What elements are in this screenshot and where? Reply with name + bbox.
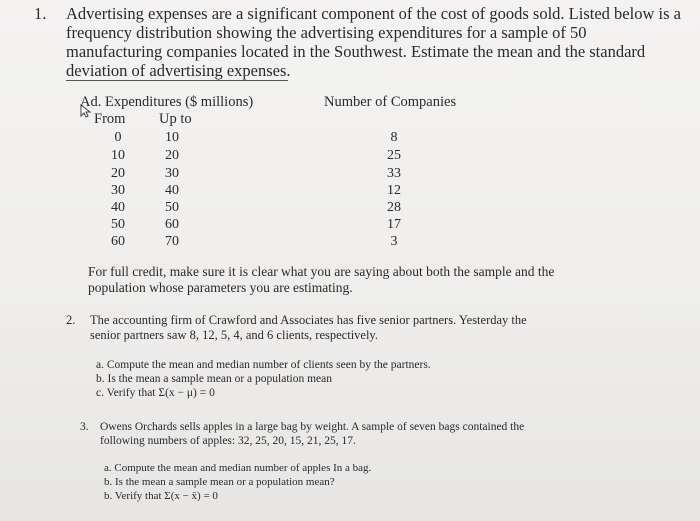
- question-1-line-3: manufacturing companies located in the Southwest. Estimate the mean and the standard: [66, 42, 646, 61]
- question-3-line-2: following numbers of apples: 32, 25, 20, 15, 21, 25, 17.: [100, 435, 356, 447]
- question-2-line-2: senior partners saw 8, 12, 5, 4, and 6 clients, respectively.: [90, 328, 379, 342]
- table-cell-count: 33: [387, 166, 401, 181]
- table-cell-count: 12: [387, 183, 401, 198]
- question-2-part-b: b. Is the mean a sample mean or a population mean: [96, 373, 332, 385]
- table-cell-upto: 30: [165, 166, 179, 181]
- question-3-part-a: a. Compute the mean and median number of apples In a bag.: [104, 462, 372, 474]
- table-cell-upto: 20: [165, 148, 179, 163]
- table-cell-count: 3: [390, 234, 398, 249]
- question-2-number: 2.: [66, 313, 76, 327]
- table-cell-upto: 70: [165, 234, 179, 249]
- table-col-from: From: [94, 111, 126, 127]
- table-cell-count: 25: [387, 148, 401, 163]
- credit-note-line-1: For full credit, make sure it is clear what you are saying about both the sample and the: [88, 264, 555, 279]
- credit-note-line-2: population whose parameters you are estimating.: [88, 280, 353, 295]
- table-header-expenditures: Ad. Expenditures ($ millions): [80, 94, 254, 110]
- table-cell-from: 30: [111, 183, 125, 198]
- question-1-line-2: frequency distribution showing the advertising expenditures for a sample of 50: [66, 23, 587, 42]
- table-cell-from: 20: [111, 166, 125, 181]
- table-cell-upto: 10: [165, 130, 179, 145]
- question-1-underline: [66, 80, 288, 81]
- table-cell-upto: 50: [165, 200, 179, 215]
- table-cell-from: 0: [114, 130, 122, 145]
- table-cell-count: 28: [387, 200, 401, 215]
- question-3-part-b: b. Is the mean a sample mean or a population mean?: [104, 476, 335, 488]
- question-1-line-4: deviation of advertising expenses.: [66, 61, 291, 80]
- question-2-part-a: a. Compute the mean and median number of clients seen by the partners.: [96, 359, 431, 371]
- table-cell-upto: 40: [165, 183, 179, 198]
- question-3-number: 3.: [80, 421, 89, 433]
- table-header-companies: Number of Companies: [324, 94, 457, 110]
- question-1-line-1: Advertising expenses are a significant component of the cost of goods sold. Listed below is a: [66, 4, 681, 23]
- table-cell-from: 10: [111, 148, 125, 163]
- question-2-line-1: The accounting firm of Crawford and Associates has five senior partners. Yesterday the: [90, 313, 527, 327]
- table-col-upto: Up to: [159, 111, 192, 127]
- table-cell-count: 8: [390, 130, 398, 145]
- table-cell-count: 17: [387, 217, 401, 232]
- question-3-part-c: b. Verify that Σ(x − x̄) = 0: [104, 490, 218, 502]
- table-cell-from: 50: [111, 217, 125, 232]
- question-3-line-1: Owens Orchards sells apples in a large bag by weight. A sample of seven bags contained the: [100, 421, 525, 433]
- question-1-number: 1.: [34, 4, 47, 23]
- table-cell-upto: 60: [165, 217, 179, 232]
- table-cell-from: 60: [111, 234, 125, 249]
- table-cell-from: 40: [111, 200, 125, 215]
- question-2-part-c: c. Verify that Σ(x − μ) = 0: [96, 387, 215, 399]
